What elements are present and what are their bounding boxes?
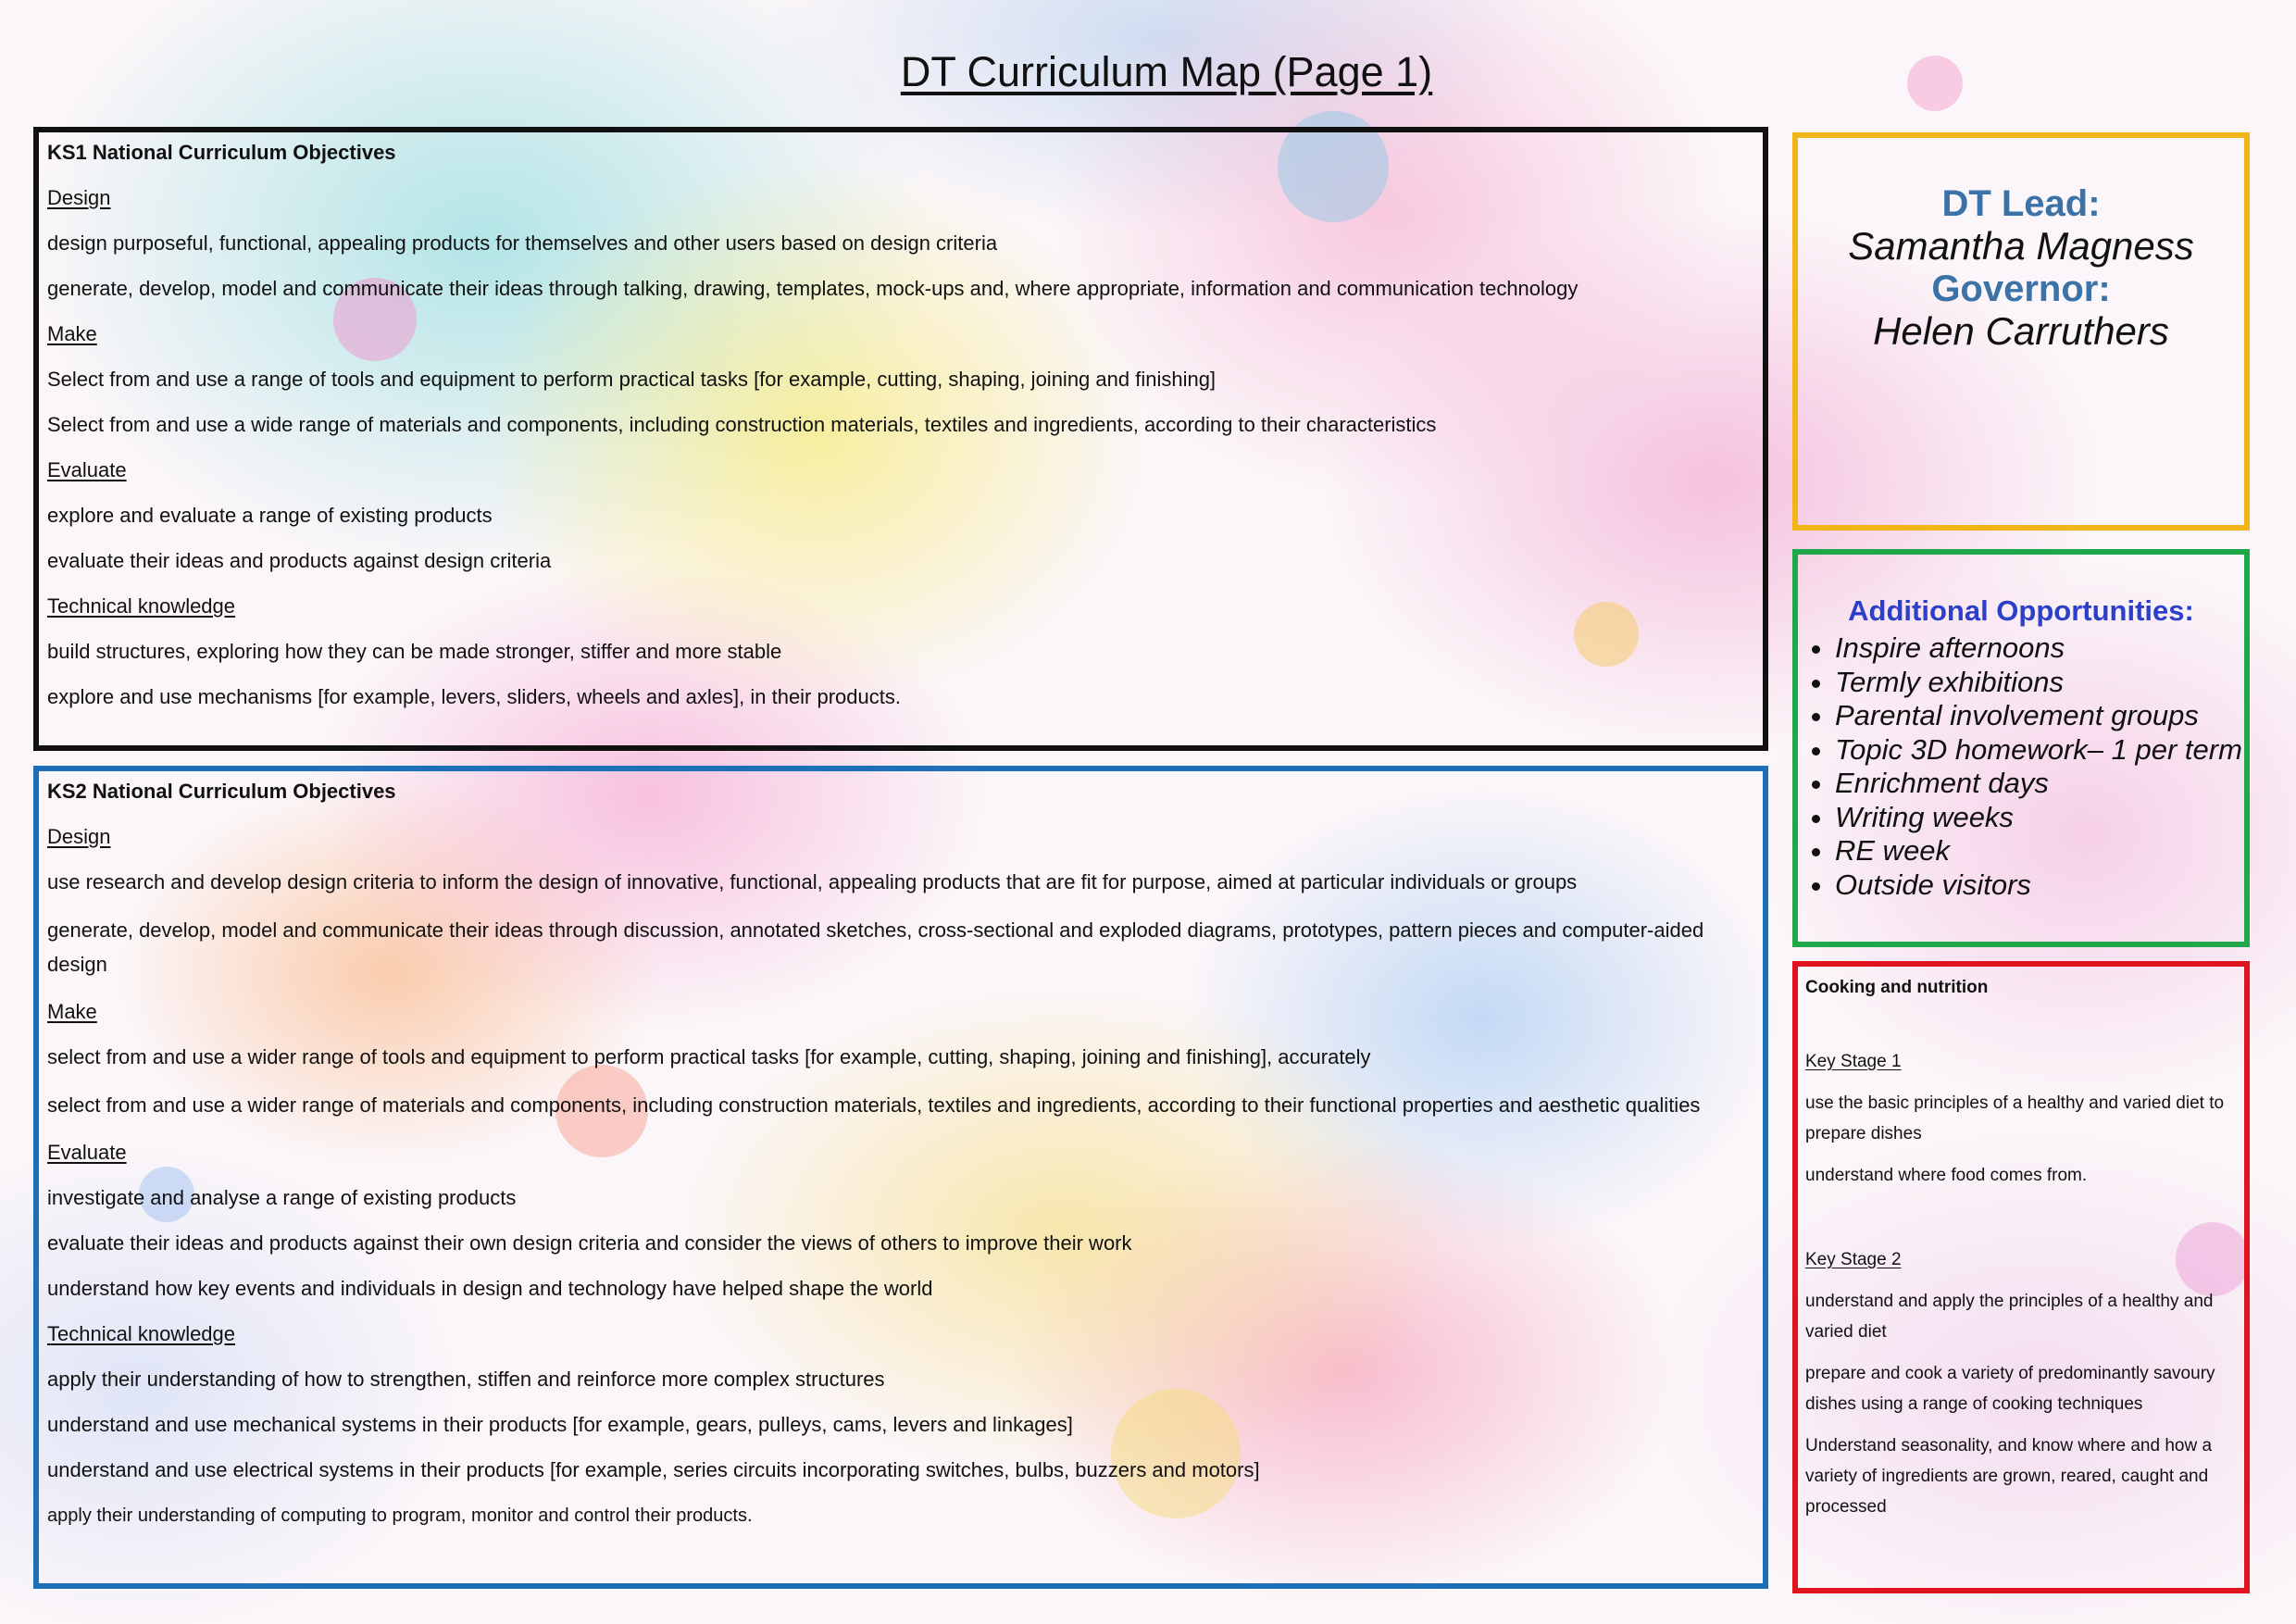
cooking-ks1-label: Key Stage 1 [1805,1052,1902,1071]
cooking-ks2-item: prepare and cook a variety of predominantly savoury dishes using a range of cooking techniques [1805,1364,2215,1414]
opportunity-item: • Termly exhibitions [1835,666,2244,700]
ks2-technical-item: understand and use electrical systems in their products [for example, series circuits incorporating switches, bulbs, buzzers and motors] [47,1458,1260,1481]
ks2-make-item: select from and use a wider range of materials and components, including construction materials, textiles and ingredients, according to their functional properties and aesthetic qualities [47,1093,1701,1117]
dt-lead-panel [1792,132,2250,531]
dt-lead-name: Samantha Magness [1848,224,2194,268]
dt-lead-role: DT Lead: [1941,183,2101,224]
ks2-make-item: select from and use a wider range of tools and equipment to perform practical tasks [for example, cutting, shaping, joining and finishing], accurately [47,1045,1371,1068]
ks2-evaluate-label: Evaluate [47,1141,127,1164]
additional-opportunities-panel [1792,549,2250,947]
cooking-nutrition-panel [1792,961,2250,1593]
opportunity-item: • Topic 3D homework– 1 per term [1835,733,2244,768]
governor-role: Governor: [1931,269,2111,309]
ks2-make-label: Make [47,1000,97,1023]
page-title: DT Curriculum Map (Page 1) [900,48,1433,95]
cooking-ks2-item: Understand seasonality, and know where and how a variety of ingredients are grown, reared, caught and processed [1805,1436,2213,1517]
ks2-design-item: use research and develop design criteria to inform the design of innovative, functional, appealing products that are fit for purpose, aimed at particular individuals or groups [47,870,1578,893]
ks1-evaluate-label: Evaluate [47,458,127,481]
ks1-evaluate-item: explore and evaluate a range of existing products [47,504,493,527]
ks2-evaluate-item: evaluate their ideas and products against their own design criteria and consider the views of others to improve their work [47,1231,1132,1255]
ks1-heading: KS1 National Curriculum Objectives [47,141,396,164]
opportunity-item: • RE week [1835,834,2244,868]
opportunities-title: Additional Opportunities: [1848,594,2194,627]
governor-name: Helen Carruthers [1873,309,2169,353]
opportunity-item: • Enrichment days [1835,767,2244,801]
ks1-make-item: Select from and use a range of tools and equipment to perform practical tasks [for example, cutting, shaping, joining and finishing] [47,368,1217,391]
ks1-evaluate-item: evaluate their ideas and products against design criteria [47,549,552,572]
cooking-heading: Cooking and nutrition [1805,978,1989,997]
opportunity-item: • Outside visitors [1835,868,2244,903]
opportunity-item: • Parental involvement groups [1835,699,2244,733]
ks1-make-item: Select from and use a wide range of materials and components, including construction materials, textiles and ingredients, according to their characteristics [47,413,1437,436]
ks1-technical-item: explore and use mechanisms [for example, levers, sliders, wheels and axles], in their products. [47,685,901,708]
ks2-technical-item: understand and use mechanical systems in their products [for example, gears, pulleys, cams, levers and linkages] [47,1413,1073,1436]
cooking-ks1-item: use the basic principles of a healthy and varied diet to prepare dishes [1805,1093,2225,1143]
ks1-objectives-panel [33,127,1768,751]
cooking-ks1-item: understand where food comes from. [1805,1166,2088,1185]
opportunity-item: • Inspire afternoons [1835,631,2244,666]
ks2-technical-item: apply their understanding of computing to program, monitor and control their products. [47,1505,753,1526]
ks2-evaluate-item: understand how key events and individuals in design and technology have helped shape the world [47,1277,933,1300]
ks1-technical-item: build structures, exploring how they can be made stronger, stiffer and more stable [47,640,782,663]
ks1-design-item: design purposeful, functional, appealing products for themselves and other users based on design criteria [47,231,998,255]
ks2-design-item: generate, develop, model and communicate their ideas through discussion, annotated sketches, cross-sectional and exploded diagrams, prototypes, pattern pieces and computer-aided design [47,918,1704,976]
cooking-ks2-item: understand and apply the principles of a healthy and varied diet [1805,1292,2214,1342]
ks1-make-label: Make [47,322,97,345]
ks2-heading: KS2 National Curriculum Objectives [47,780,396,803]
cooking-ks2-label: Key Stage 2 [1805,1250,1902,1269]
ks2-evaluate-item: investigate and analyse a range of existing products [47,1186,517,1209]
ks2-design-label: Design [47,825,111,848]
opportunities-list [1798,631,2244,902]
ks2-objectives-panel [33,766,1768,1589]
ks1-design-item: generate, develop, model and communicate their ideas through talking, drawing, templates, mock-ups and, where appropriate, information and communication technology [47,277,1578,300]
ks2-technical-label: Technical knowledge [47,1322,236,1345]
ks1-technical-label: Technical knowledge [47,594,236,618]
ks1-design-label: Design [47,186,111,209]
opportunity-item: • Writing weeks [1835,801,2244,835]
ks2-technical-item: apply their understanding of how to strengthen, stiffen and reinforce more complex structures [47,1368,885,1391]
